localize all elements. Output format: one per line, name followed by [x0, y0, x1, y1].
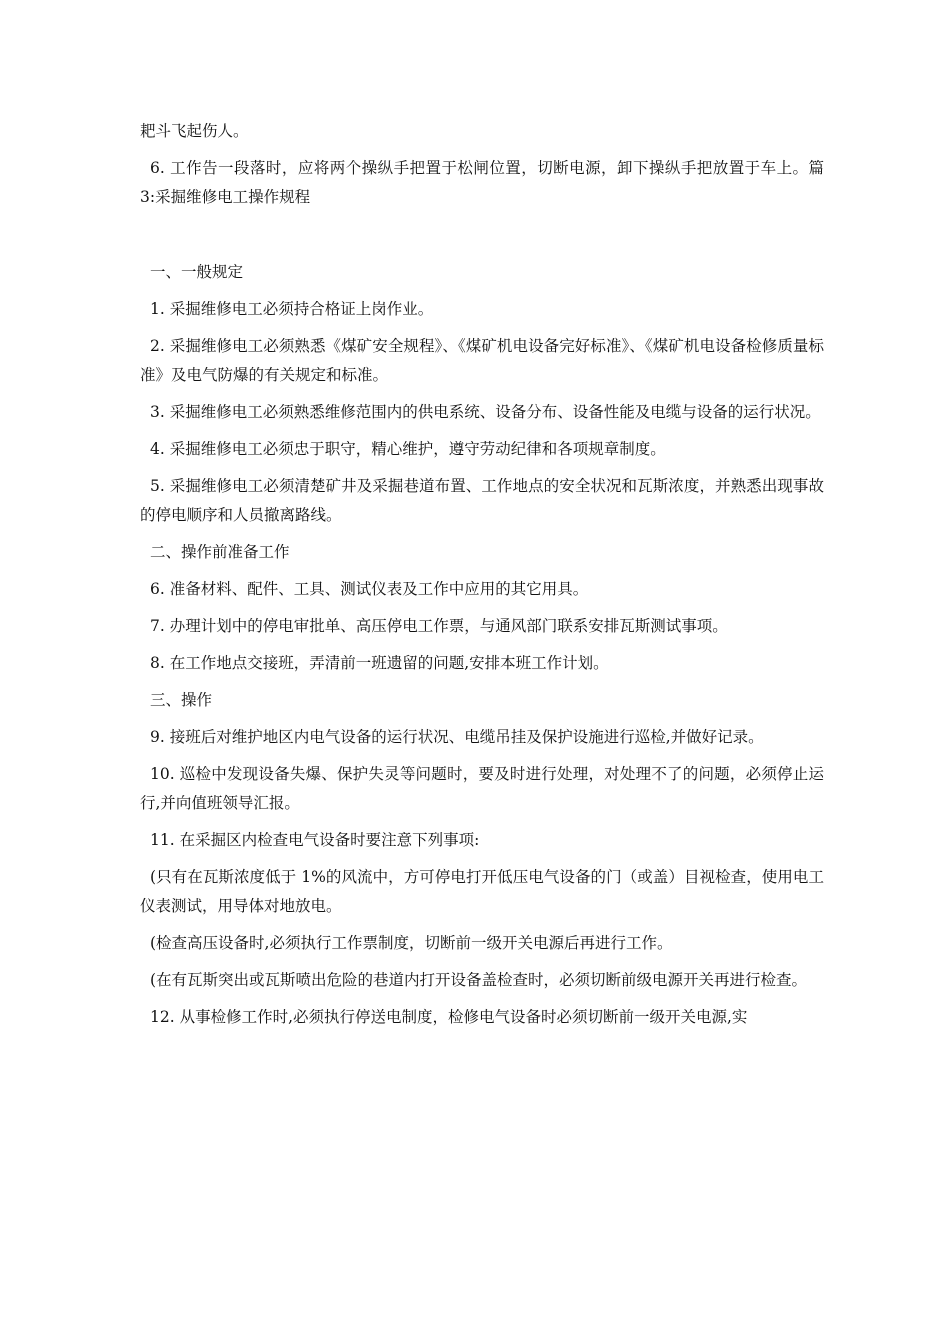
paragraph-item-9: 9. 接班后对维护地区内电气设备的运行状况、电缆吊挂及保护设施进行巡检,并做好记录。 [150, 728, 764, 746]
paragraph-item-7: 7. 办理计划中的停电审批单、高压停电工作票，与通风部门联系安排瓦斯测试事项。 [150, 617, 728, 635]
paragraph-item-8: 8. 在工作地点交接班，弄清前一班遗留的问题,安排本班工作计划。 [150, 654, 609, 672]
paragraph-item-2: 2. 采掘维修电工必须熟悉《煤矿安全规程》、《煤矿机电设备完好标准》、《煤矿机电设备检修质量标准》及电气防爆的有关规定和标准。 [140, 337, 824, 384]
document-body [140, 117, 824, 1040]
paragraph-item-6: 6. 准备材料、配件、工具、测试仪表及工作中应用的其它用具。 [150, 580, 589, 598]
paragraph-item-3: 3. 采掘维修电工必须熟悉维修范围内的供电系统、设备分布、设备性能及电缆与设备的运行状况。 [150, 403, 821, 421]
section-gap [140, 220, 824, 258]
section-heading-operation: 三、操作 [150, 691, 213, 709]
paragraph-item-10: 10. 巡检中发现设备失爆、保护失灵等问题时，要及时进行处理，对处理不了的问题，必须停止运行,并向值班领导汇报。 [140, 765, 824, 812]
paragraph-sub-item-2: (检查高压设备时,必须执行工作票制度，切断前一级开关电源后再进行工作。 [150, 934, 673, 952]
paragraph-sub-item-3: (在有瓦斯突出或瓦斯喷出危险的巷道内打开设备盖检查时，必须切断前级电源开关再进行检查。 [150, 971, 808, 989]
section-heading-general: 一、一般规定 [150, 263, 244, 281]
paragraph-continuation: 耙斗飞起伤人。 [140, 122, 249, 140]
paragraph-item-4: 4. 采掘维修电工必须忠于职守，精心维护，遵守劳动纪律和各项规章制度。 [150, 440, 666, 458]
section-heading-preparation: 二、操作前准备工作 [150, 543, 290, 561]
paragraph-sub-item-1: (只有在瓦斯浓度低于 1%的风流中，方可停电打开低压电气设备的门（或盖）目视检查，使用电工仪表测试，用导体对地放电。 [140, 868, 824, 915]
paragraph-item-1: 1. 采掘维修电工必须持合格证上岗作业。 [150, 300, 434, 318]
paragraph-item-5: 5. 采掘维修电工必须清楚矿井及采掘巷道布置、工作地点的安全状况和瓦斯浓度，并熟悉出现事故的停电顺序和人员撤离路线。 [140, 477, 824, 524]
paragraph-item-6-prev: 6. 工作告一段落时，应将两个操纵手把置于松闸位置，切断电源，卸下操纵手把放置于车上。篇 3:采掘维修电工操作规程 [140, 159, 824, 206]
paragraph-item-11: 11. 在采掘区内检查电气设备时要注意下列事项: [150, 831, 480, 849]
paragraph-item-12: 12. 从事检修工作时,必须执行停送电制度，检修电气设备时必须切断前一级开关电源,实 [150, 1008, 748, 1026]
